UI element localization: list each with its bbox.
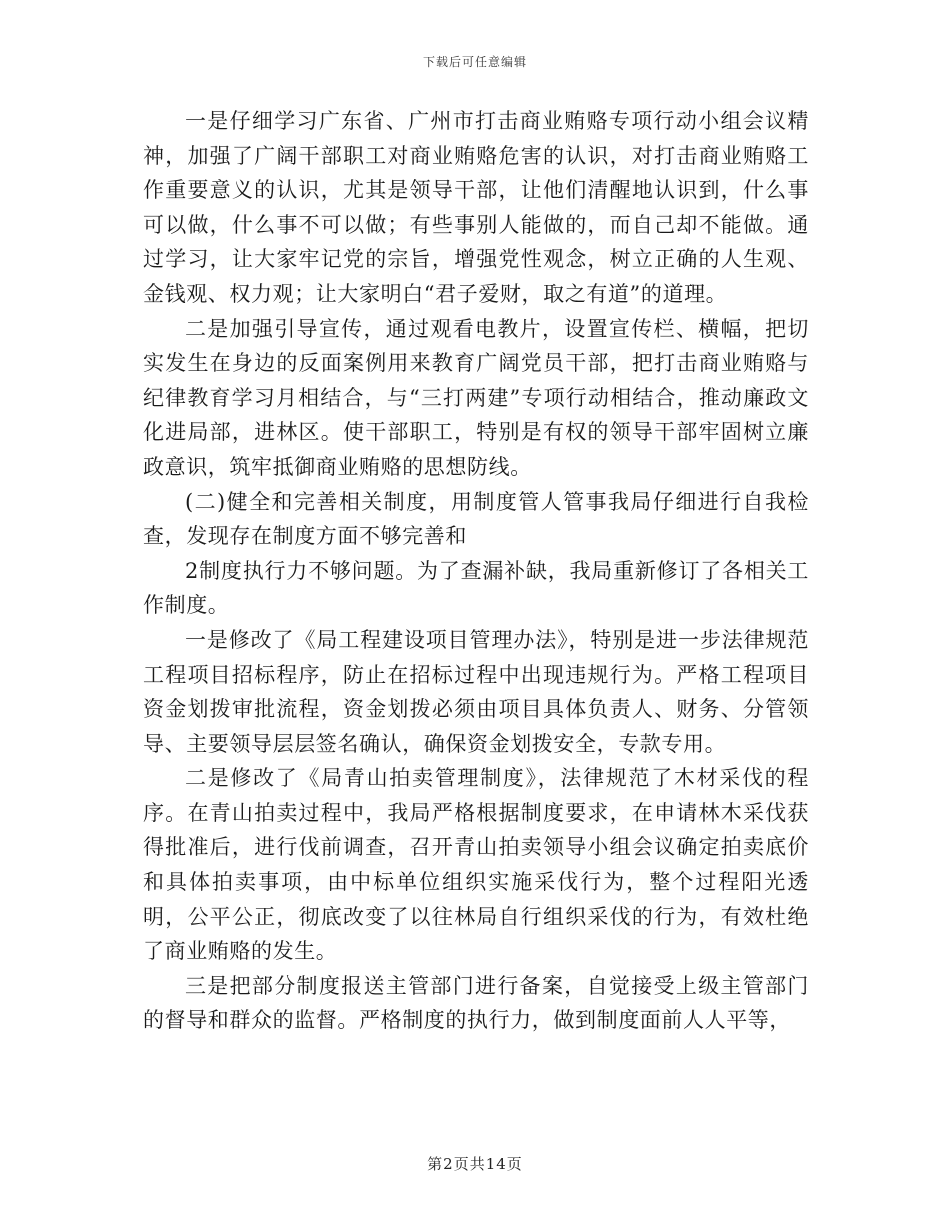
document-body	[143, 104, 809, 1038]
paragraph: 三是把部分制度报送主管部门进行备案，自觉接受上级主管部门的督导和群众的监督。严格制度的执行力，做到制度面前人人平等，	[143, 973, 809, 1033]
paragraph: 一是仔细学习广东省、广州市打击商业贿赂专项行动小组会议精神，加强了广阔干部职工对商业贿赂危害的认识，对打击商业贿赂工作重要意义的认识，尤其是领导干部，让他们清醒地认识到，什么事可以做，什么事不可以做；有些事别人能做的，而自己却不能做。通过学习，让大家牢记党的宗旨，增强党性观念，树立正确的人生观、金钱观、权力观；让大家明白“君子爱财，取之有道”的道理。	[143, 109, 809, 306]
paragraph: 二是修改了《局青山拍卖管理制度》，法律规范了木材采伐的程序。在青山拍卖过程中，我局严格根据制度要求，在申请林木采伐获得批准后，进行伐前调查，召开青山拍卖领导小组会议确定拍卖底价和具体拍卖事项，由中标单位组织实施采伐行为，整个过程阳光透明，公平公正，彻底改变了以往林局自行组织采伐的行为，有效杜绝了商业贿赂的发生。	[143, 766, 809, 964]
paragraph: 二是加强引导宣传，通过观看电教片，设置宣传栏、横幅，把切实发生在身边的反面案例用来教育广阔党员干部，把打击商业贿赂与纪律教育学习月相结合，与“三打两建”专项行动相结合，推动廉政文化进局部，进林区。使干部职工，特别是有权的领导干部牢固树立廉政意识，筑牢抵御商业贿赂的思想防线。	[143, 316, 809, 479]
page-header: 下载后可任意编辑	[422, 55, 527, 69]
paragraph: 2制度执行力不够问题。为了查漏补缺，我局重新修订了各相关工作制度。	[143, 558, 809, 618]
paragraph: 一是修改了《局工程建设项目管理办法》，特别是进一步法律规范工程项目招标程序，防止在招标过程中出现违规行为。严格工程项目资金划拨审批流程，资金划拨必须由项目具体负责人、财务、分管领导、主要领导层层签名确认，确保资金划拨安全，专款专用。	[143, 627, 809, 756]
section-heading-paragraph: (二)健全和完善相关制度，用制度管人管事我局仔细进行自我检查，发现存在制度方面不够完善和	[143, 489, 809, 549]
page-number: 第2页共14页	[427, 1155, 523, 1173]
